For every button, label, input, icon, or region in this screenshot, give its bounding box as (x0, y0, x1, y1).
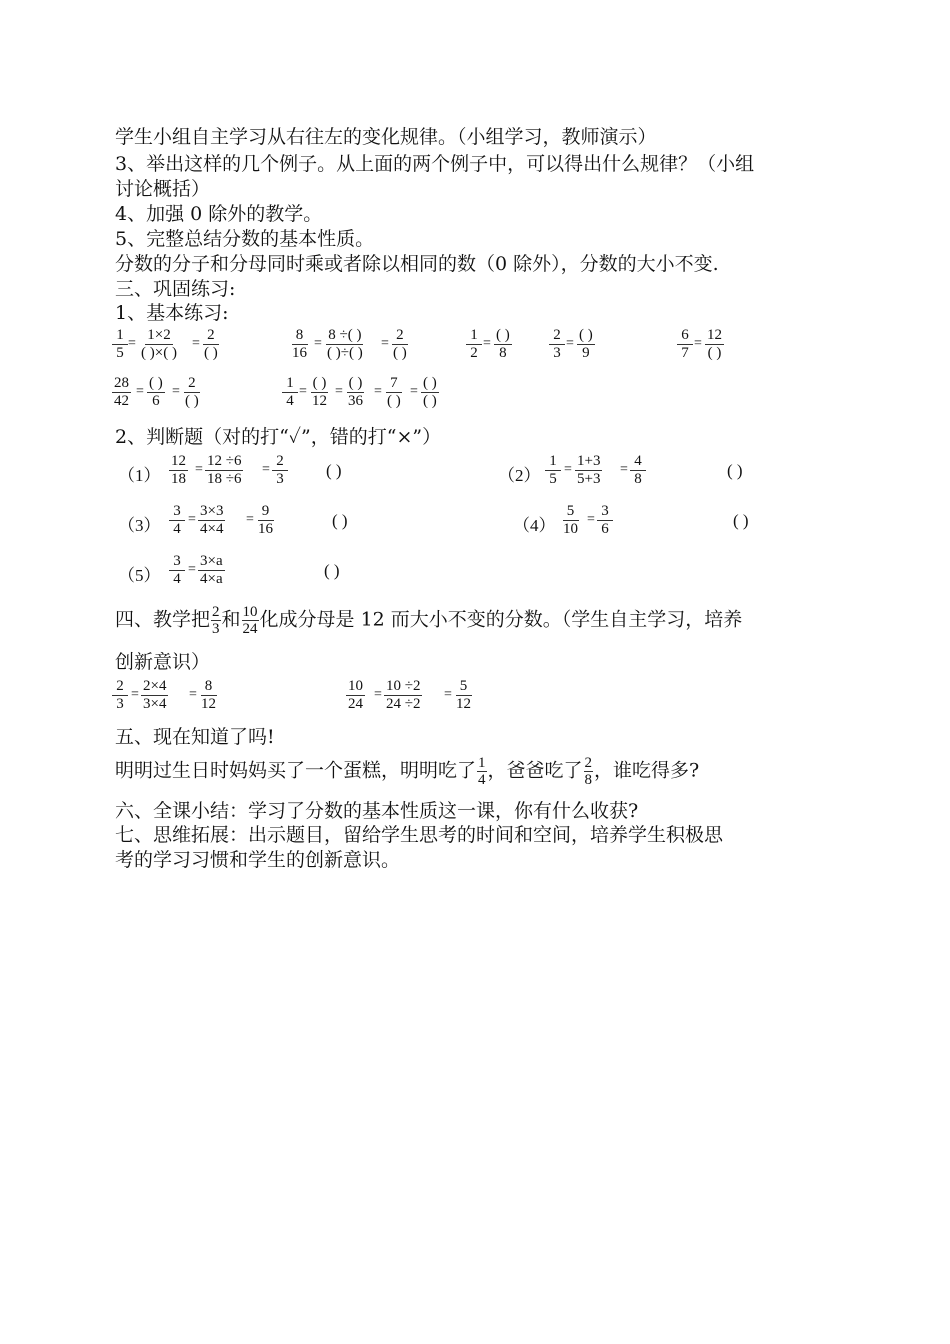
equals: = (410, 384, 418, 399)
equals: = (566, 336, 574, 351)
fraction: ( ) 9 (579, 327, 593, 361)
item-label: （3） (118, 516, 161, 535)
fraction: $\frac{5}{10}$ (563, 503, 578, 537)
fraction: $\frac{2}{8}$ (584, 755, 593, 788)
fraction: ( ) 8 (496, 327, 510, 361)
fraction: $\frac{1}{4}$ (478, 755, 486, 788)
equals: = (620, 462, 628, 477)
fraction: 8 ÷( ) ( )÷( ) (327, 327, 363, 361)
fraction: ( ) 36 (348, 375, 363, 409)
answer-blank[interactable]: ( ) (324, 561, 340, 580)
fraction: $\frac{8}{16}$ (292, 327, 307, 361)
fraction: $\frac{2\times 4}{3\times 4}$ (143, 678, 167, 712)
fraction: $\frac{5}{12}$ (456, 678, 471, 712)
equals: = (195, 462, 203, 477)
equals: = (587, 512, 595, 527)
equals: = (131, 687, 139, 702)
fraction: $\frac{2}{3}$ (212, 604, 220, 637)
fraction: 12 ( ) (707, 327, 722, 361)
fraction: $\frac{10}{24}$ (348, 678, 363, 712)
answer-blank[interactable]: ( ) (727, 461, 743, 480)
fraction: $\frac{3}{4}$ (169, 503, 185, 538)
fraction: $\frac{10 \div 2}{24 \div 2}$ (386, 678, 421, 712)
fraction: $\frac{8}{12}$ (201, 678, 216, 712)
fraction: ( ) 6 (149, 375, 163, 409)
answer-blank[interactable]: ( ) (733, 511, 749, 530)
equals: = (374, 687, 382, 702)
fraction: $\frac{1}{4}$ (282, 375, 298, 410)
fraction: $\frac{3}{6}$ (597, 503, 613, 538)
equals: = (128, 336, 136, 351)
fraction: $\frac{3\times a}{4\times a}$ (200, 553, 223, 587)
fraction: $\frac{28}{42}$ (114, 375, 129, 409)
section-heading: 五、现在知道了吗! (115, 726, 275, 748)
section-heading: 三、巩固练习: (115, 278, 236, 300)
text-line: 4、加强 0 除外的教学。 (115, 203, 323, 225)
equals: = (483, 336, 491, 351)
text-line: 学生小组自主学习从右往左的变化规律。（小组学习，教师演示） (115, 126, 657, 148)
answer-blank[interactable]: ( ) (326, 461, 342, 480)
fraction: $\frac{6}{7}$ (677, 327, 693, 362)
item-label: （1） (118, 466, 161, 485)
fraction: $\frac{2}{3}$ (112, 678, 128, 713)
fraction: 2 ( ) (204, 327, 218, 361)
fraction: $\frac{12}{18}$ (171, 453, 186, 487)
text-line: 四、教学把 $\frac{2}{3}$ 和 $\frac{10}{24}$ 化成分母是 12 而大小不变的分数。（学生自主学习，培养 (115, 604, 743, 637)
fraction: $\frac{4}{8}$ (630, 453, 646, 488)
fraction: $\frac{1}{5}$ (112, 327, 128, 362)
fraction: $\frac{12 \div 6}{18 \div 6}$ (207, 453, 242, 487)
equals: = (564, 462, 572, 477)
fraction: $\frac{3}{4}$ (169, 553, 185, 588)
item-label: （5） (118, 566, 161, 585)
equals: = (172, 384, 180, 399)
text-line: 考的学习习惯和学生的创新意识。 (115, 849, 401, 871)
fraction: 7 ( ) (387, 375, 401, 409)
text-line: 讨论概括） (115, 178, 211, 200)
equals: = (189, 687, 197, 702)
answer-blank[interactable]: ( ) (332, 511, 348, 530)
equals: = (192, 336, 200, 351)
text-line: 5、完整总结分数的基本性质。 (115, 228, 375, 250)
text-line: 分数的分子和分母同时乘或者除以相同的数（0 除外），分数的大小不变. (115, 253, 719, 275)
equals: = (374, 384, 382, 399)
fraction: 2 ( ) (185, 375, 199, 409)
equals: = (299, 384, 307, 399)
fraction: ( ) ( ) (423, 375, 437, 409)
text-line: 3、举出这样的几个例子。从上面的两个例子中，可以得出什么规律？（小组 (115, 153, 755, 175)
fraction: 2 ( ) (393, 327, 407, 361)
equals: = (246, 512, 254, 527)
fraction: ( ) 12 (312, 375, 327, 409)
fraction: $\frac{1+3}{5+3}$ (577, 453, 601, 487)
fraction: $\frac{3\times 3}{4\times 4}$ (200, 503, 224, 537)
fraction: $\frac{10}{24}$ (242, 604, 258, 637)
equals: = (262, 462, 270, 477)
item-label: （4） (513, 516, 556, 535)
equals: = (188, 512, 196, 527)
text-line: 七、思维拓展：出示题目，留给学生思考的时间和空间，培养学生积极思 (115, 824, 724, 846)
subsection-heading: 1、基本练习: (115, 302, 229, 324)
equals: = (335, 384, 343, 399)
equals: = (694, 336, 702, 351)
fraction: $\frac{1}{5}$ (545, 453, 561, 488)
fraction: $\frac{1}{2}$ (466, 327, 482, 362)
item-label: （2） (498, 466, 541, 485)
fraction: $\frac{9}{16}$ (258, 503, 273, 537)
equals: = (136, 384, 144, 399)
fraction: 1×2 ( )×( ) (141, 327, 177, 361)
text-line: 创新意识） (115, 651, 211, 673)
equals: = (444, 687, 452, 702)
text-line: 明明过生日时妈妈买了一个蛋糕，明明吃了 $\frac{1}{4}$ ，爸爸吃了 $\frac{2}{8}$ ，谁吃得多? (115, 755, 700, 788)
equals: = (381, 336, 389, 351)
equals: = (188, 562, 196, 577)
fraction: $\frac{2}{3}$ (549, 327, 565, 362)
equals: = (314, 336, 322, 351)
subsection-heading: 2、判断题（对的打“✓”，错的打“×”） (115, 426, 442, 448)
fraction: $\frac{2}{3}$ (272, 453, 288, 488)
text-line: 六、全课小结：学习了分数的基本性质这一课，你有什么收获? (115, 800, 639, 822)
